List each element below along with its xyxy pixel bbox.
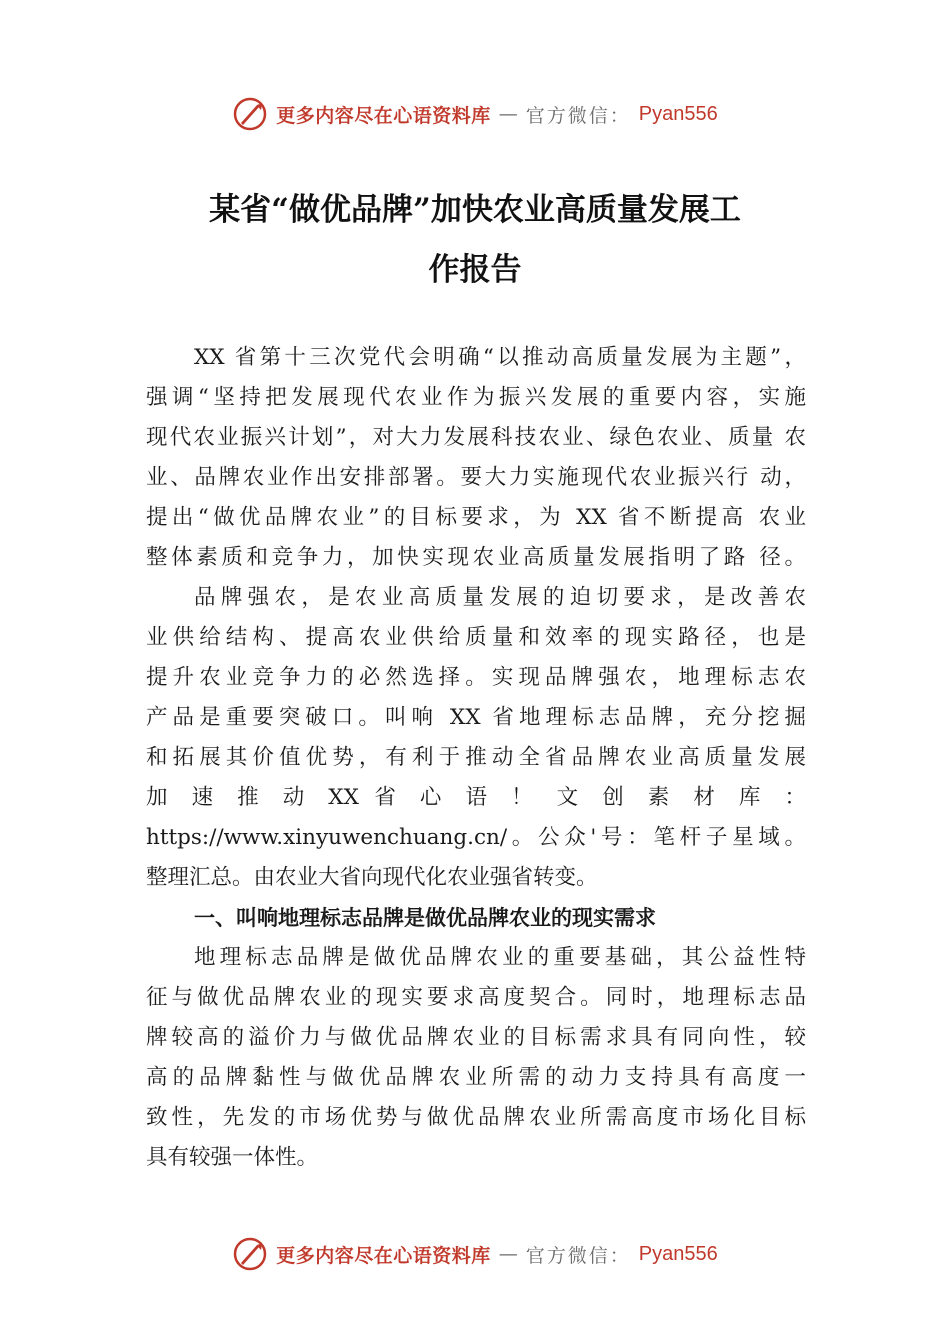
banner-wechat-id: Pyan556 — [638, 102, 718, 125]
body-line: 整理汇总。由农业大省向现代化农业强省转变。 — [146, 865, 598, 890]
quill-logo-icon — [232, 96, 268, 132]
document-title-line-2: 作报告 — [428, 252, 522, 288]
body-line: 提出“做优品牌农业”的目标要求，为 XX 省不断提高 农业 — [146, 505, 806, 530]
banner-wechat-id: Pyan556 — [638, 1242, 718, 1265]
body-line: 强调“坚持把发展现代农业作为振兴发展的重要内容，实施 — [146, 385, 806, 410]
banner-separator: — — [498, 103, 518, 125]
body-line: 征与做优品牌农业的现实要求高度契合。同时，地理标志品 — [146, 985, 806, 1010]
body-line: 致性，先发的市场优势与做优品牌农业所需高度市场化目标 — [146, 1105, 806, 1130]
document-title-line-1: 某省“做优品牌”加快农业高质量发展工 — [209, 192, 741, 228]
quill-logo-icon — [232, 1236, 268, 1272]
body-line: 产品是重要突破口。叫响 XX 省地理标志品牌，充分挖掘 — [146, 705, 806, 730]
header-banner — [0, 92, 950, 136]
body-line: 整体素质和竞争力，加快实现农业高质量发展指明了路 径。 — [146, 545, 806, 570]
body-line: 和拓展其价值优势，有利于推动全省品牌农业高质量发展 — [146, 745, 806, 770]
body-line: 具有较强一体性。 — [146, 1145, 319, 1170]
body-line: 业供给结构、提高农业供给质量和效率的现实路径，也是 — [146, 625, 806, 650]
footer-banner — [0, 1232, 950, 1276]
body-line: https://www.xinyuwenchuang.cn/。公众'号：笔杆子星域。 — [146, 825, 806, 850]
body-line: XX 省第十三次党代会明确“以推动高质量发展为主题”， — [194, 345, 806, 370]
banner-text: 更多内容尽在心语资料库 — [276, 1244, 491, 1267]
body-line: 现代农业振兴计划”，对大力发展科技农业、绿色农业、质量 农 — [146, 425, 806, 450]
document-body — [146, 338, 806, 1178]
banner-wechat-label: 官方微信： — [525, 104, 631, 127]
body-line: 地理标志品牌是做优品牌农业的重要基础，其公益性特 — [194, 945, 806, 970]
body-line: 提升农业竞争力的必然选择。实现品牌强农，地理标志农 — [146, 665, 806, 690]
banner-text: 更多内容尽在心语资料库 — [276, 104, 491, 127]
body-line: 高的品牌黏性与做优品牌农业所需的动力支持具有高度一 — [146, 1065, 806, 1090]
body-line: 加 速 推 动 XX 省 心 语 ！ 文 创 素 材 库 ： — [146, 785, 806, 810]
body-line: 业、品牌农业作出安排部署。要大力实施现代农业振兴行 动， — [146, 465, 806, 490]
banner-separator: — — [498, 1243, 518, 1265]
body-line: 品牌强农，是农业高质量发展的迫切要求，是改善农 — [194, 585, 806, 610]
banner-wechat-label: 官方微信： — [525, 1244, 631, 1267]
body-line: 牌较高的溢价力与做优品牌农业的目标需求具有同向性，较 — [146, 1025, 806, 1050]
section-heading: 一、叫响地理标志品牌是做优品牌农业的现实需求 — [194, 906, 656, 930]
